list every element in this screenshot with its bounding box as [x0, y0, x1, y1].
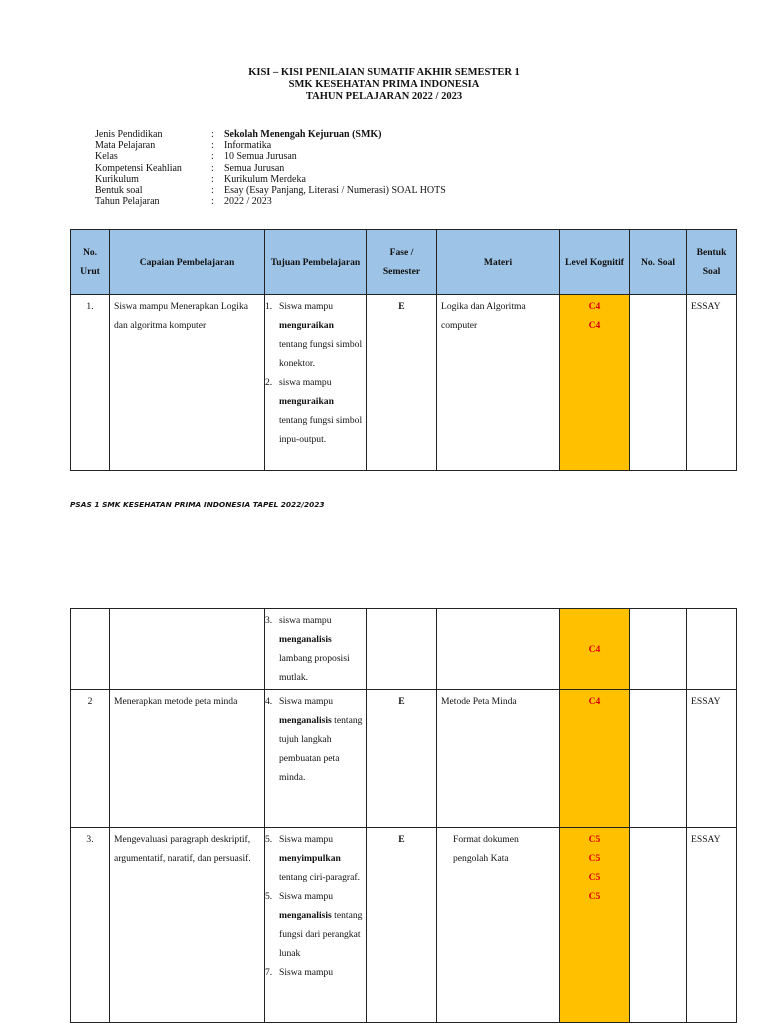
tujuan-number: 5. — [265, 834, 273, 845]
info-colon: : — [211, 162, 214, 174]
page-footer: PSAS 1 SMK KESEHATAN PRIMA INDONESIA TAPEL 2022/2023 — [70, 500, 325, 509]
no-soal-cell — [630, 690, 687, 828]
level-kognitif-cell — [560, 609, 630, 690]
no-soal-cell — [630, 609, 687, 690]
tujuan-prefix: siswa mampu — [279, 615, 332, 626]
tujuan-number: 4. — [265, 696, 273, 707]
header-fase-semester: Fase / Semester — [367, 230, 437, 295]
info-value: Kurikulum Merdeka — [224, 173, 306, 185]
materi-cell: Logika dan Algoritma computer — [437, 295, 560, 471]
row-number: 1. — [71, 295, 110, 471]
fase-cell: E — [367, 690, 437, 828]
info-value: Informatika — [224, 140, 272, 152]
level-value: C5 — [588, 891, 601, 902]
info-row-tahun-pelajaran — [95, 196, 446, 207]
info-label: Mata Pelajaran — [95, 140, 156, 152]
tujuan-item — [265, 297, 364, 373]
capaian-cell: Menerapkan metode peta minda — [110, 690, 265, 828]
tujuan-prefix: Siswa mampu — [279, 891, 334, 902]
table-header-row — [71, 230, 737, 295]
header-no-soal: No. Soal — [630, 230, 687, 295]
tujuan-cell — [265, 690, 367, 828]
tujuan-verb: menyimpulkan — [279, 853, 341, 864]
header-capaian-pembelajaran: Capaian Pembelajaran — [110, 230, 265, 295]
level-value: C4 — [588, 301, 601, 312]
info-value: 2022 / 2023 — [224, 196, 272, 208]
tujuan-item — [265, 963, 364, 982]
header-bentuk-soal: Bentuk Soal — [687, 230, 737, 295]
tujuan-number: 3. — [265, 615, 273, 626]
info-label: Kompetensi Keahlian — [95, 162, 182, 174]
tujuan-suffix: tentang fungsi simbol konektor. — [279, 339, 363, 369]
tujuan-cell — [265, 828, 367, 1023]
header-no-urut: No. Urut — [71, 230, 110, 295]
level-value: C4 — [588, 320, 601, 331]
fase-cell — [367, 609, 437, 690]
tujuan-item — [265, 830, 364, 887]
info-value: 10 Semua Jurusan — [224, 151, 297, 163]
kisi-table-page-2 — [70, 608, 737, 1023]
info-row-jenis-pendidikan — [95, 129, 446, 140]
header-level-kognitif: Level Kognitif — [560, 230, 630, 295]
info-colon: : — [211, 196, 214, 208]
tujuan-cell — [265, 295, 367, 471]
info-label: Kurikulum — [95, 173, 139, 185]
fase-cell: E — [367, 295, 437, 471]
tujuan-verb: menganalisis — [279, 634, 332, 645]
row-number: 3. — [71, 828, 110, 1023]
level-value: C4 — [588, 643, 601, 655]
info-row-mata-pelajaran — [95, 140, 446, 151]
tujuan-item — [265, 373, 364, 449]
tujuan-verb: menganalisis — [279, 715, 332, 726]
info-row-kelas — [95, 151, 446, 162]
tujuan-verb: menganalisis — [279, 910, 332, 921]
bentuk-soal-cell — [687, 609, 737, 690]
level-kognitif-cell — [560, 690, 630, 828]
tujuan-prefix: Siswa mampu — [279, 834, 334, 845]
bentuk-soal-cell: ESSAY — [687, 690, 737, 828]
tujuan-number: 1. — [265, 301, 273, 312]
tujuan-verb: menguraikan — [279, 320, 334, 331]
tujuan-cell — [265, 609, 367, 690]
level-kognitif-cell — [560, 828, 630, 1023]
tujuan-text — [279, 611, 364, 687]
table-row — [71, 828, 737, 1023]
tujuan-prefix: siswa mampu — [279, 377, 332, 388]
info-label: Tahun Pelajaran — [95, 196, 160, 208]
info-label: Bentuk soal — [95, 184, 143, 196]
info-colon: : — [211, 173, 214, 185]
document-title-line-2: SMK KESEHATAN PRIMA INDONESIA — [288, 79, 480, 90]
tujuan-text — [279, 692, 364, 787]
level-value: C5 — [588, 872, 601, 883]
info-row-kompetensi-keahlian — [95, 163, 446, 174]
materi-cell: Format dokumen pengolah Kata — [437, 828, 560, 1023]
tujuan-text — [279, 297, 364, 373]
table-row — [71, 690, 737, 828]
level-value: C4 — [588, 696, 601, 707]
tujuan-prefix: Siswa mampu — [279, 301, 334, 312]
tujuan-text — [279, 830, 364, 887]
info-row-bentuk-soal — [95, 185, 446, 196]
table-row — [71, 609, 737, 690]
materi-cell — [437, 609, 560, 690]
no-soal-cell — [630, 295, 687, 471]
document-title-line-3: TAHUN PELAJARAN 2022 / 2023 — [305, 91, 463, 102]
tujuan-verb: menguraikan — [279, 396, 334, 407]
capaian-cell: Mengevaluasi paragraph deskriptif, argumentatif, naratif, dan persuasif. — [110, 828, 265, 1023]
tujuan-suffix: tentang tujuh langkah pembuatan peta minda. — [279, 715, 363, 783]
capaian-cell: Siswa mampu Menerapkan Logika dan algoritma komputer — [110, 295, 265, 471]
tujuan-item — [265, 887, 364, 963]
info-colon: : — [211, 140, 214, 152]
info-value: Sekolah Menengah Kejuruan (SMK) — [224, 129, 382, 140]
row-number — [71, 609, 110, 690]
row-number: 2 — [71, 690, 110, 828]
table-row — [71, 295, 737, 471]
info-colon: : — [211, 151, 214, 163]
identity-info-block — [95, 129, 446, 207]
no-soal-cell — [630, 828, 687, 1023]
tujuan-text — [279, 373, 364, 449]
tujuan-number: 5. — [265, 891, 273, 902]
kisi-table-page-1 — [70, 229, 737, 471]
info-colon: : — [211, 184, 214, 196]
info-label: Jenis Pendidikan — [95, 129, 163, 140]
tujuan-suffix: tentang fungsi dari perangkat lunak — [279, 910, 363, 959]
tujuan-text: Siswa mampu — [279, 967, 334, 978]
tujuan-suffix: tentang ciri-paragraf. — [279, 872, 360, 883]
tujuan-prefix: Siswa mampu — [279, 696, 334, 707]
tujuan-number: 7. — [265, 967, 273, 978]
level-value: C5 — [588, 834, 601, 845]
info-value: Semua Jurusan — [224, 162, 285, 174]
bentuk-soal-cell: ESSAY — [687, 295, 737, 471]
tujuan-item — [265, 692, 364, 787]
materi-cell: Metode Peta Minda — [437, 690, 560, 828]
tujuan-number: 2. — [265, 377, 273, 388]
tujuan-item — [265, 611, 364, 687]
info-row-kurikulum — [95, 174, 446, 185]
tujuan-suffix: lambang proposisi mutlak. — [279, 653, 350, 683]
bentuk-soal-cell: ESSAY — [687, 828, 737, 1023]
info-colon: : — [211, 129, 214, 140]
level-kognitif-cell — [560, 295, 630, 471]
document-title-line-1: KISI – KISI PENILAIAN SUMATIF AKHIR SEMESTER 1 — [248, 67, 520, 78]
tujuan-text — [279, 887, 364, 963]
info-value: Esay (Esay Panjang, Literasi / Numerasi) SOAL HOTS — [224, 184, 446, 196]
level-value: C5 — [588, 853, 601, 864]
fase-cell: E — [367, 828, 437, 1023]
header-materi: Materi — [437, 230, 560, 295]
capaian-cell — [110, 609, 265, 690]
header-tujuan-pembelajaran: Tujuan Pembelajaran — [265, 230, 367, 295]
info-label: Kelas — [95, 151, 118, 163]
tujuan-suffix: tentang fungsi simbol inpu-output. — [279, 415, 363, 445]
